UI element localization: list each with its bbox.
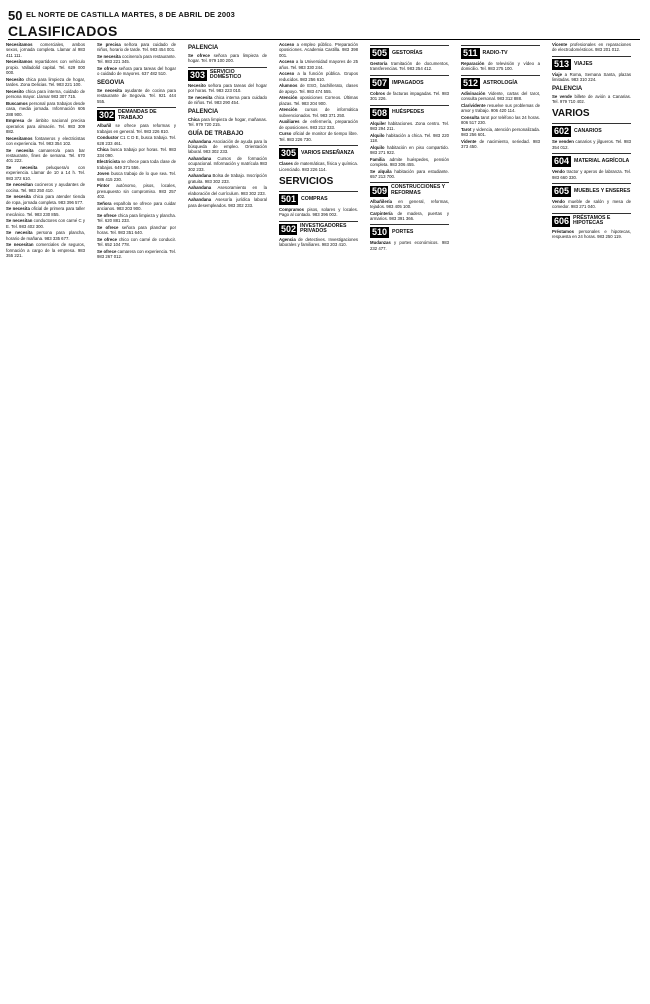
category-heading: PALENCIA [188, 45, 219, 51]
section-number: 605 [554, 186, 570, 197]
section-label: MATERIAL AGRÍCOLA [574, 157, 630, 164]
ad-text: oficial de primera para taller mecánico. Tel. 983 230 855. [6, 206, 85, 217]
ad-text: de ámbito nacional precisa operarios para almacén. Tel. 983 309 882. [6, 118, 85, 135]
classified-ad [279, 131, 358, 142]
ad-text: señora para limpieza de hogar. Tel. 979 100 200. [188, 53, 267, 64]
column-5 [370, 42, 449, 997]
ad-text: Bolsa de trabajo. Inscripción gratuita. 983 302 233. [188, 173, 267, 184]
classified-ad [6, 206, 85, 217]
page-number: 50 [8, 8, 23, 23]
ad-lead: Buscamos [6, 100, 30, 106]
ad-text: oposiciones Correos. Últimas plazas. Tel. 983 204 900. [279, 95, 358, 106]
ad-text: para limpieza de hogar, mañanas. Tel. 979 720 215. [188, 116, 267, 128]
section-banner [461, 75, 540, 89]
ad-text: Asesoría jurídica laboral para desempleados. 983 302 233. [188, 197, 267, 208]
ad-text: conductores con carné C y E. Tel. 983 402 300. [6, 218, 85, 229]
classified-ad [370, 91, 449, 102]
column-1 [6, 42, 85, 997]
classified-ad [97, 159, 176, 170]
ad-text: a la función pública. Grupos reducidos. 983 256 610. [279, 71, 358, 82]
classified-ad [279, 237, 358, 248]
section-label: MUEBLES Y ENSERES [574, 187, 631, 194]
section-number: 502 [281, 223, 297, 234]
ad-lead: Vendo [552, 199, 569, 205]
ad-text: oficial de monitor de tiempo libre. Tel. 983 226 730. [279, 131, 358, 142]
classified-ad [279, 207, 358, 218]
ad-lead: Necesito [6, 88, 26, 94]
header-line [26, 10, 235, 19]
ad-text: habitación a chica. Tel. 983 220 118. [370, 132, 449, 144]
section-number: 303 [190, 69, 206, 80]
ad-lead: Mudanzas [370, 240, 394, 246]
ad-text: de enfermería, preparación de oposiciones. 983 212 333. [279, 119, 358, 130]
ad-text: de matemáticas, física y química. Licenciado. 983 226 114. [279, 161, 358, 172]
ad-text: tramitación de documentos, transferencias. Tel. 983 254 412. [370, 61, 449, 72]
ad-text: peluquera/o con experiencia. Llamar de 10 a 14 h. Tel. 983 372 610. [6, 165, 85, 181]
classified-ad [97, 147, 176, 158]
classified-ad [97, 237, 176, 248]
section-label: ASTROLOGÍA [483, 79, 518, 86]
classified-ad [97, 42, 176, 53]
section-banner [552, 213, 631, 227]
section-banner [370, 224, 449, 238]
section-number: 606 [554, 215, 570, 226]
ad-lead: Aahandana [188, 185, 218, 191]
ad-lead: Vicente [552, 42, 571, 47]
ad-lead: Conductor [97, 135, 121, 141]
section-banner [97, 107, 176, 121]
classified-ad [6, 42, 85, 58]
section-number: 510 [372, 227, 388, 238]
ad-lead: Aahandana [188, 156, 218, 162]
ad-lead: Alquilo [370, 132, 387, 138]
section-number: 512 [463, 77, 479, 88]
section-number: 507 [372, 77, 388, 88]
column-4 [279, 42, 358, 997]
classified-ad [552, 94, 631, 105]
ad-lead: Chica [188, 116, 202, 122]
ad-text: de detectives. Investigaciones laborales y familiares. 983 203 410. [279, 237, 358, 248]
ad-text: chica para interna, cuidado de persona mayor. Llamar 983 307 715. [6, 88, 85, 100]
ad-text: en general, reformas, tejados. 983 405 100. [370, 198, 449, 210]
ad-lead: Se necesitan [6, 182, 35, 188]
classified-ad [97, 123, 176, 134]
ad-lead: Se ofrece [97, 236, 119, 242]
section-label: CONSTRUCCIONES Y REFORMAS [391, 184, 445, 197]
section-number: 509 [372, 185, 388, 196]
classified-ad [188, 83, 267, 94]
ad-lead: Necesitamos [6, 59, 35, 65]
section-banner [552, 123, 631, 137]
section-banner [279, 221, 358, 235]
ad-text: habitación en piso compartido. 983 271 922. [370, 144, 449, 156]
section-title: CLASIFICADOS [8, 23, 118, 39]
ad-lead: Aahandana [188, 173, 213, 179]
section-label: VARIOS ENSEÑANZA [301, 149, 355, 156]
ad-lead: Alquilo [370, 144, 387, 150]
ad-lead: Se vende [552, 93, 575, 99]
section-banner [279, 145, 358, 159]
classified-ad [97, 88, 176, 104]
classified-ad [279, 95, 358, 106]
ad-lead: Se necesita [6, 230, 37, 236]
section-label: GESTORÍAS [392, 49, 423, 56]
classified-ad [6, 148, 85, 164]
ad-lead: Viaje [552, 71, 565, 77]
ad-text: Asesoramiento en la elaboración del currículum. 983 302 233. [188, 185, 267, 196]
classified-ad [461, 61, 540, 72]
classified-ad [6, 118, 85, 134]
ad-lead: Tarot [461, 126, 473, 132]
ad-text: y portes económicos. 983 232 477. [370, 240, 449, 251]
ad-lead: Agencia [279, 237, 299, 243]
ad-lead: Necesito [188, 83, 209, 88]
ad-lead: Clases [279, 161, 295, 167]
ad-text: pisos, solares y locales. Pago al contado. 983 396 002. [279, 207, 358, 218]
ad-text: y videncia, atención personalizada. 983 256 601. [461, 126, 540, 138]
classified-ad [6, 89, 85, 100]
ad-lead: Auxiliares [279, 119, 303, 125]
classified-ad [6, 136, 85, 147]
classified-ad [552, 229, 631, 240]
classified-ad [97, 249, 176, 260]
section-label: DEMANDAS DE TRABAJO [118, 109, 157, 121]
section-label: PRÉSTAMOS E HIPOTECAS [573, 214, 611, 227]
classified-ad [370, 169, 449, 180]
ad-lead: Joven [97, 171, 112, 177]
ad-lead: Carpintería [370, 210, 398, 216]
ad-lead: Necesitamos [6, 42, 41, 47]
ad-text: se ofrece para toda clase de trabajos. 649 371 556. [97, 159, 176, 170]
ad-text: chica interna para cuidado de niños. Tel. 983 290 454. [188, 95, 267, 106]
ad-lead: Albañilería [370, 198, 399, 204]
ad-text: mueble de salón y mesa de comedor. 983 271 040. [552, 199, 631, 210]
ad-lead: Atención [279, 95, 300, 101]
ad-lead: Se necesitan [6, 242, 36, 248]
ad-text: de madera, puertas y armarios. 983 391 366. [370, 210, 449, 222]
classified-ad [6, 230, 85, 241]
ad-lead: Electricista [97, 159, 122, 165]
classified-ad [97, 66, 176, 77]
ad-lead: Se necesita [6, 194, 34, 200]
classified-ad [279, 119, 358, 130]
classified-ad [97, 225, 176, 236]
section-number: 513 [554, 58, 570, 69]
section-banner [188, 67, 267, 81]
ad-lead: Necesitamos [6, 135, 36, 141]
classified-ad [552, 72, 631, 83]
column-7 [552, 42, 631, 997]
issue-date: MARTES, 8 DE ABRIL DE 2003 [121, 10, 236, 19]
ad-text: profesionales en reparaciones de electrodomésticos. 983 201 012. [552, 42, 631, 53]
ad-lead: Se alquila [370, 168, 395, 174]
classified-ad [97, 183, 176, 199]
ad-text: de facturas impagadas. Tel. 983 301 226. [370, 90, 449, 102]
ad-lead: Compramos [279, 207, 308, 213]
major-category-heading: SERVICIOS [279, 176, 334, 188]
classified-ad [279, 161, 358, 172]
section-banner [461, 45, 540, 59]
classified-ad [188, 197, 267, 208]
ad-lead: Aahandana [188, 138, 213, 144]
ad-lead: Se necesita [6, 165, 47, 171]
section-label: CANARIOS [574, 128, 602, 135]
ad-lead: Se necesita [97, 54, 123, 59]
classified-ad [188, 173, 267, 184]
ad-text: busca trabajo de lo que sea. Tel. 686 415 230. [97, 171, 176, 182]
classified-ad [279, 107, 358, 118]
section-number: 511 [463, 48, 478, 58]
ad-lead: Cobros [370, 90, 387, 96]
classified-ad [97, 54, 176, 65]
ad-text: ayudante de cocina para restaurante de Segovia. Tel. 921 444 555. [97, 87, 176, 104]
classified-ad [6, 194, 85, 205]
ad-text: fontaneros y electricistas con experiencia. Tel. 983 354 102. [6, 135, 85, 147]
ad-text: a empleo público. Preparación oposiciones. Academia Castilla. 983 398 001. [279, 42, 358, 58]
ad-text: busca trabajo por horas. Tel. 983 334 090. [97, 147, 176, 158]
classified-ad [97, 201, 176, 212]
section-banner [370, 45, 449, 59]
ad-text: señora para cuidado de niños, horario de tarde. Tel. 983 454 001. [97, 42, 176, 53]
category-heading: PALENCIA [552, 85, 583, 92]
ad-text: señora para planchar por horas. Tel. 983 351 640. [97, 224, 176, 236]
ad-lead: Clarividente [461, 102, 488, 108]
ad-text: persona para plancha, horario de mañana. 983 335 677. [6, 230, 85, 241]
ad-text: resuelve sus problemas de amor y trabajo. 906 420 114. [461, 102, 540, 114]
ad-text: Cursos de formación ocupacional. Información y matrícula 983 302 233. [188, 156, 267, 172]
ad-text: habitaciones. Zona centro. Tel. 983 294 211. [370, 120, 449, 132]
ad-lead: Se ofrece [97, 212, 118, 218]
classified-ad [6, 218, 85, 229]
ad-lead: Acceso [279, 42, 297, 47]
ad-text: Vidente, cartas del tarot, consulta personal. 983 312 888. [461, 90, 540, 102]
classified-ad [461, 103, 540, 114]
ad-text: tarot por teléfono las 24 horas. 806 517 230. [461, 114, 540, 126]
classified-ad [97, 135, 176, 146]
ad-text: a Roma, Semana Santa, plazas limitadas. 983 310 224. [552, 71, 631, 83]
classified-ad [6, 182, 85, 193]
classified-ad [461, 139, 540, 150]
ad-lead: Pintor [97, 183, 117, 189]
classified-ad [6, 77, 85, 88]
section-banner [552, 153, 631, 167]
classified-ad [370, 211, 449, 222]
section-label: INVESTIGADORES PRIVADOS [300, 222, 347, 235]
ad-lead: Se necesitan [6, 218, 34, 224]
ad-text: repartidores con vehículo propio. Valladolid capital. Tel. 629 000 000. [6, 59, 85, 76]
section-number: 305 [281, 148, 297, 159]
section-number: 302 [99, 110, 115, 121]
ad-lead: Consulta [461, 114, 481, 120]
ad-text: señora para tareas del hogar por horas. Tel. 983 223 010. [188, 83, 267, 94]
ad-text: de nacimiento, seriedad. 983 373 450. [461, 138, 540, 150]
ad-lead: Necesito [6, 76, 26, 82]
ad-lead: Curso [279, 131, 293, 137]
ad-lead: Familia [370, 156, 390, 162]
classified-ad [6, 165, 85, 181]
ad-text: señora para tareas del hogar o cuidado de mayores. 637 482 510. [97, 66, 176, 77]
classified-ad [97, 213, 176, 224]
classified-ad [552, 169, 631, 180]
ad-text: cocinero/a para restaurante. Tel. 983 221 345. [97, 54, 176, 65]
section-number: 501 [281, 194, 297, 205]
ad-text: chica para atender tienda de ropa, jornada completa. 983 396 577. [6, 194, 85, 205]
ad-text: a la Universidad mayores de 25 años. Tel. 983 330 244. [279, 59, 358, 70]
ad-text: canarios y jilgueros. Tel. 983 354 012. [552, 139, 631, 150]
classified-ad [370, 240, 449, 251]
ad-lead: Se precisa [97, 42, 125, 47]
ad-lead: Se necesita [188, 95, 215, 100]
classified-ad [188, 53, 267, 64]
classified-ad [370, 121, 449, 132]
classified-ad [188, 185, 267, 196]
section-banner [370, 182, 449, 196]
column-3 [188, 42, 267, 997]
classified-ad [188, 156, 267, 172]
section-label: VIAJES [574, 60, 593, 67]
ad-text: de ESO, bachillerato, clases de apoyo. Tel. 983 474 555. [279, 83, 358, 94]
ad-lead: Alquiler [370, 120, 389, 126]
classified-ad [188, 95, 267, 106]
classified-ad [279, 83, 358, 94]
ad-lead: Vidente [461, 138, 480, 144]
section-banner [370, 105, 449, 119]
ad-text: chico con carné de conducir. Tel. 652 104 778. [97, 236, 176, 248]
classified-ad [188, 139, 267, 155]
ad-lead: Aahandana [188, 197, 216, 203]
ad-lead: Acceso [279, 59, 296, 65]
ad-text: billete de avión a Canarias. Tel. 979 710 402. [552, 93, 631, 105]
ad-lead: Se ofrece [97, 66, 119, 71]
ad-lead: Se ofrece [97, 224, 122, 230]
section-banner [552, 56, 631, 70]
section-label: COMPRAS [301, 195, 328, 202]
section-label: SERVICIO DOMÉSTICO [209, 68, 242, 81]
major-category-heading: VARIOS [552, 108, 590, 120]
ad-text: chica para limpieza de hogar, tardes. Zona Delicias. Tel. 983 221 100. [6, 76, 85, 88]
section-banner [279, 191, 358, 205]
ad-lead: Atención [279, 107, 305, 113]
ad-lead: Se ofrece [188, 53, 214, 58]
ad-text: camarera con experiencia. Tel. 983 267 012. [97, 248, 176, 260]
ad-lead: Se venden [552, 139, 576, 145]
ad-text: cursos de informática subvencionados. Tel. 983 371 250. [279, 107, 358, 118]
ad-lead: Alumnos [279, 83, 300, 89]
ad-lead: Chica [97, 147, 111, 153]
category-heading: PALENCIA [188, 108, 219, 115]
ad-text: habitación para estudiante. 657 213 700. [370, 168, 449, 180]
ad-lead: Se necesita [6, 147, 39, 153]
ad-text: camarero/a para bar restaurante, fines de semana. Tel. 670 401 222. [6, 147, 85, 164]
classified-ad [461, 127, 540, 138]
ad-text: personal para trabajos desde casa, media jornada. Información 606 288 900. [6, 100, 85, 117]
section-number: 508 [372, 107, 388, 118]
ad-text: admite huéspedes, pensión completa. 983 306 455. [370, 156, 449, 168]
publication-name: EL NORTE DE CASTILLA [26, 10, 120, 19]
ad-text: autónomo, pisos, locales, presupuesto sin compromiso. 983 257 402. [97, 183, 176, 200]
section-number: 505 [372, 48, 388, 58]
ad-lead: Se ofrece [97, 248, 118, 254]
ad-text: tractor y aperos de labranza. Tel. 983 660 330. [552, 169, 631, 180]
ad-lead: Albañil [97, 123, 116, 129]
classified-ad [6, 242, 85, 258]
classified-ad [97, 171, 176, 182]
classified-ad [461, 115, 540, 126]
section-label: RADIO-TV [482, 49, 508, 56]
classified-ad [188, 117, 267, 128]
ad-lead: Acceso [279, 71, 298, 77]
category-heading: GUÍA DE TRABAJO [188, 130, 244, 137]
classified-ad [552, 139, 631, 150]
ad-lead: Empresa [6, 118, 28, 124]
classified-ad [279, 71, 358, 82]
page-header [6, 6, 644, 40]
ad-lead: Se necesita [6, 206, 32, 212]
ad-text: chica para limpieza y plancha. Tel. 620 881 233. [97, 212, 176, 224]
ad-lead: Reparación [461, 61, 488, 66]
classified-ad [461, 91, 540, 102]
ad-text: española se ofrece para cuidar ancianos. 983 203 900. [97, 200, 176, 212]
classified-ad [279, 42, 358, 58]
ad-lead: Vendo [552, 169, 567, 175]
ad-lead: Se necesita [97, 87, 125, 93]
column-2 [97, 42, 176, 997]
ad-text: de televisión y vídeo a domicilio. Tel. 983 275 100. [461, 61, 540, 72]
ad-text: personales e hipotecas, respuesta en 24 horas. 983 250 119. [552, 229, 631, 240]
classified-ad [370, 199, 449, 210]
category-heading: SEGOVIA [97, 79, 125, 86]
classified-ad [370, 145, 449, 156]
header-rule [8, 39, 640, 40]
ad-lead: Adivinación [461, 90, 489, 96]
section-number: 604 [554, 156, 570, 167]
section-number: 602 [554, 126, 570, 137]
section-label: HUÉSPEDES [392, 109, 425, 116]
ad-text: comerciales, ambos sexos, jornada completa. Llamar al 983 411 111. [6, 42, 85, 58]
classified-ad [552, 199, 631, 210]
ad-lead: Gestoría [370, 61, 392, 66]
classified-ad [6, 59, 85, 75]
classified-ad [552, 42, 631, 53]
classified-ad [370, 133, 449, 144]
ad-text: Asociación de ayuda para la búsqueda de empleo. Orientación laboral. 983 302 233. [188, 138, 267, 155]
column-6 [461, 42, 540, 997]
section-label: IMPAGADOS [392, 79, 424, 86]
ad-text: cocineros y ayudantes de cocina. Tel. 983 250 410. [6, 182, 85, 193]
ad-lead: Señora [97, 200, 114, 206]
ad-text: comerciales de seguros, formación a cargo de la empresa. 983 355 221. [6, 242, 85, 259]
classified-ad [279, 59, 358, 70]
section-banner [370, 75, 449, 89]
ad-text: se ofrece para reformas y trabajos en general. Tel. 983 226 810. [97, 123, 176, 134]
section-label: PORTES [392, 229, 414, 236]
section-banner [552, 183, 631, 197]
classified-ad [6, 101, 85, 117]
ad-lead: Préstamos [552, 229, 579, 235]
classified-ad [370, 157, 449, 168]
ad-text: C1 C D E, busca trabajo. Tel. 628 233 461. [97, 135, 176, 146]
classified-ad [370, 61, 449, 72]
